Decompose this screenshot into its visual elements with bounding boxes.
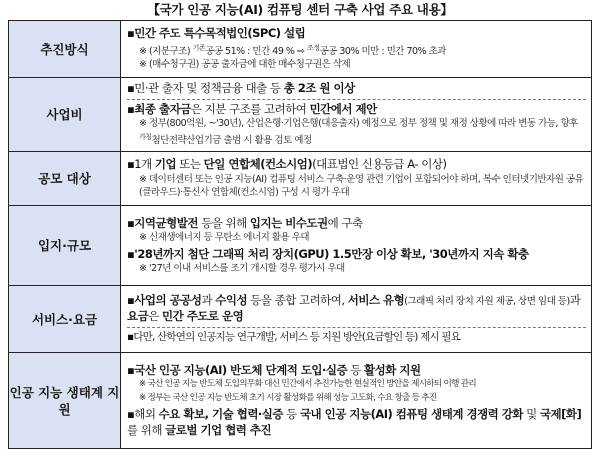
row-content xyxy=(121,152,592,206)
table-row xyxy=(9,78,592,152)
item-text: 등을 종합 고려하여, xyxy=(247,292,348,307)
item-emphasis: 입지는 비수도권 xyxy=(249,215,328,230)
bullet-icon: ▪ xyxy=(127,26,135,41)
note-text: 첨단전략산업기금 출범 시 활용 검토 예정 xyxy=(151,135,312,147)
dashed-divider xyxy=(127,327,586,328)
item-text: 등 xyxy=(283,407,300,422)
bullet-icon: ▪ xyxy=(127,362,135,377)
item-emphasis: 민간 주도로 운영 xyxy=(161,309,244,324)
note-text: 공공 30% 미만 : 민간 70% 초과 xyxy=(319,45,446,57)
item-emphasis: '28년까지 첨단 그래픽 처리 장치(GPU) 1.5만장 이상 확보, '30년까지 지속 확충 xyxy=(134,246,529,261)
item-text: 를 위해 xyxy=(127,422,166,437)
table-row xyxy=(9,353,592,449)
item-text: 민간 주도 특수목적법인(SPC) 설립 xyxy=(134,26,306,41)
row-content xyxy=(121,21,592,78)
item-text: 등을 위해 xyxy=(197,215,250,230)
bullet-icon: ▪ xyxy=(127,81,135,96)
dashed-divider xyxy=(127,99,586,100)
note-text: ※ (매수청구권) 공공 출자금에 대한 매수청구권은 삭제 xyxy=(139,59,351,71)
item-text: 해외 xyxy=(134,407,159,422)
note-sup: 가칭 xyxy=(139,132,152,141)
item-emphasis: 수익성 xyxy=(215,292,248,307)
row-label: 공모 대상 xyxy=(9,152,121,206)
bullet-icon: ▪ xyxy=(127,215,135,230)
item-emphasis: 국제[화] xyxy=(539,407,582,422)
bullet-icon: ▪ xyxy=(127,246,135,261)
item-text: 다만, 산학연의 인공지능 연구개발, 서비스 등 지원 방안(요금할인 등) 제시 필요 xyxy=(133,330,461,343)
item-emphasis: 민간에서 제안 xyxy=(309,101,377,116)
summary-table xyxy=(8,20,592,449)
row-label: 추진방식 xyxy=(9,21,121,78)
bullet-icon: ▪ xyxy=(127,407,135,422)
item-emphasis: 기업 xyxy=(154,157,177,172)
item-emphasis: 지역균형발전 xyxy=(134,215,198,230)
item-text: 민·관 출자 및 정책금융 대출 등 xyxy=(134,81,284,96)
bullet-icon: ▪ xyxy=(127,330,134,343)
table-row xyxy=(9,152,592,206)
row-content xyxy=(121,286,592,353)
row-content xyxy=(121,78,592,152)
note-text: 공공 51% : 민간 49 % xyxy=(205,45,295,57)
row-content xyxy=(121,206,592,286)
table-row xyxy=(9,206,592,286)
note-text: ※ 정부는 국산 인공 지능 반도체 초기 시장 활성화를 위해 성능 고도화, 수요 창출 등 추진 xyxy=(139,392,437,403)
bullet-icon: ▪ xyxy=(127,101,135,116)
arrow-icon: ⇨ xyxy=(296,45,305,57)
item-emphasis: 서비스 유형 xyxy=(347,292,405,307)
note-text: ※ 데이터센터 또는 인공 지능(AI) 컴퓨팅 서비스 구축·운영 관련 기업이 포함되어야 하며, 복수 인터넷기반자원 공유(클라우드)·통신사 연합체(컨소시엄) 구성 시 평가 우대 xyxy=(139,173,584,199)
item-emphasis: 사업의 공공성 xyxy=(134,292,202,307)
note-sup: 조정 xyxy=(306,43,320,52)
item-emphasis: 국내 인공 지능(AI) 컴퓨팅 생태계 경쟁력 강화 xyxy=(299,407,524,422)
item-text: 1개 xyxy=(134,157,155,172)
item-emphasis: 최종 출자금 xyxy=(134,101,191,116)
note-sup: 기존 xyxy=(192,43,206,52)
item-emphasis: 총 2조 원 이상 xyxy=(283,81,355,96)
item-emphasis: 활성화 지원 xyxy=(364,362,421,377)
table-row xyxy=(9,21,592,78)
row-label-text: 인공 지능 생태계 지원 xyxy=(9,384,120,417)
note-text: ※ 신재생에너지 등 무탄소 에너지 활용 우대 xyxy=(139,232,310,243)
bullet-icon: ▪ xyxy=(127,292,135,307)
row-label: 입지·규모 xyxy=(9,206,121,286)
note-prefix: ※ (지분구조) xyxy=(139,45,191,57)
item-emphasis: 수요 확보, 기술 협력·실증 xyxy=(158,407,284,422)
item-text: (대표법인 신용등급 A- 이상) xyxy=(312,157,447,172)
item-text: 은 xyxy=(148,309,162,324)
table-row xyxy=(9,286,592,353)
item-emphasis: 요금 xyxy=(127,309,149,324)
item-emphasis: 국산 인공 지능(AI) 반도체 단계적 도입·실증 xyxy=(134,362,348,377)
item-text: 및 xyxy=(523,407,540,422)
item-emphasis: 단일 연합체(컨소시엄) xyxy=(203,157,313,172)
item-text: 등 xyxy=(347,362,365,377)
note-text: ※ 국산 인공 지능 반도체 도입의무화 대신 민간에서 추진가능한 현실적인 방안을 제시하되 이행 관리 xyxy=(139,379,476,390)
row-label: 사업비 xyxy=(9,78,121,152)
document-title: 【국가 인공 지능(AI) 컴퓨팅 센터 구축 사업 주요 내용】 xyxy=(147,2,453,17)
item-text: 과 xyxy=(569,292,581,307)
note-text: ※ '27년 이내 서비스를 조기 개시할 경우 평가시 우대 xyxy=(139,263,345,274)
bullet-icon: ▪ xyxy=(127,157,135,172)
row-label: 서비스·요금 xyxy=(9,286,121,353)
item-note: (그래픽 처리 장치 자원 제공, 상면 임대 등) xyxy=(404,295,570,307)
item-text: 또는 xyxy=(176,157,204,172)
row-label xyxy=(9,353,121,449)
item-text: 과 xyxy=(201,292,216,307)
item-emphasis: 글로벌 기업 협력 추진 xyxy=(165,422,272,437)
row-content xyxy=(121,353,592,449)
note-text: ※ 정부(800억원, ~'30년), 산업은행·기업은행(대응출자) 예정으로 정부 정책 및 재정 상황에 따라 변동 가능, 향후 xyxy=(139,118,578,130)
item-text: 은 지분 구조를 고려하여 xyxy=(190,101,310,116)
item-text: 에 구축 xyxy=(327,215,363,230)
